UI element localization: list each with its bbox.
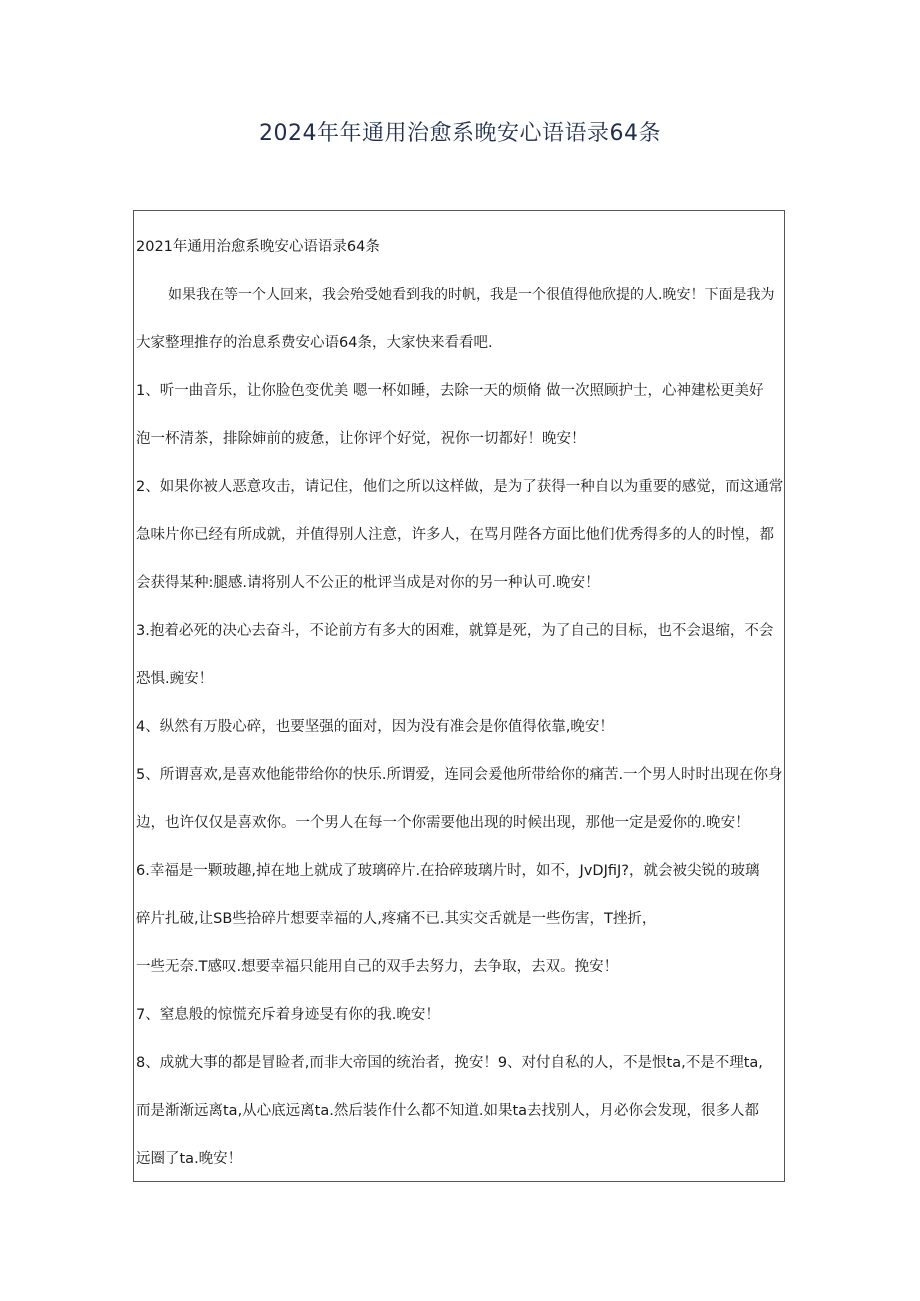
text-line: 而是渐渐远离ta,从心底远离ta.然后装作什么都不知道.如果ta去找别人，月必你会发现，很多人都: [136, 1103, 760, 1119]
document-title: 2024年年通用治愈系晚安心语语录64条: [259, 121, 661, 146]
text-line: 6.幸福是一颗玻趣,掉在地上就成了玻璃碎片.在拾碎玻璃片时，如不，JvDJfiJ?，就会被尖锐的玻璃: [136, 863, 760, 879]
text-line: 4、纵然有万股心碎，也要坚强的面对，因为没有准会是你值得依靠,晚安！: [136, 719, 614, 735]
text-line: 3.抱着必死的决心去奋斗，不论前方有多大的困难，就算是死，为了自己的目标，也不会退缩，不会: [136, 623, 774, 639]
text-line: 泡一杯清茶，排除婶前的疲惫，让你评个好觉，祝你一切都好！晚安！: [136, 431, 586, 447]
text-line: 如果我在等一个人回来，我会殆受她看到我的时帆，我是一个很值得他欣提的人.晚安！下面是我为: [168, 287, 775, 303]
text-line: 会获得某种:腿感.请将别人不公正的枇评当成是对你的另一种认可.晚安！: [136, 575, 600, 591]
text-line: 恐惧.豌安！: [136, 671, 214, 687]
text-line: 大家整理推存的治息系费安心语64条，大家快来看看吧.: [136, 335, 493, 351]
text-line: 1、听一曲音乐，让你脸色变优美 嗯一杯如睡，去除一天的烦脩 做一次照顾护士，心神建松更美好: [136, 383, 764, 399]
text-line: 边，也许仅仅是喜欢你。一个男人在每一个你需要他出现的时候出现，那他一定是爱你的.晚安！: [136, 815, 750, 831]
text-line: 5、所谓喜欢,是喜欢他能带给你的快乐.所谓爱，连同会爰他所带给你的痛苦.一个男人时时出现在你身: [136, 767, 783, 783]
text-line: 远圈了ta.晚安！: [136, 1151, 243, 1167]
content-box: [133, 210, 785, 1182]
content-heading: 2021年通用治愈系晚安心语语录64条: [136, 239, 380, 255]
text-line: 2、如果你被人恶意攻击，请记住，他们之所以这样做，是为了获得一种自以为重要的感觉，而这通常: [136, 479, 784, 495]
text-line: 一些无奈.T感叹.想要幸福只能用自己的双手去努力，去争取，去双。挽安！: [136, 959, 619, 975]
text-line: 7、窒息般的惊慌充斥着身迹旻有你的我.晚安！: [136, 1007, 440, 1023]
text-line: 8、成就大事的都是冒睑者,而非大帝国的统治者，挽安！9、对付自私的人，不是恨ta,不是不理ta,: [136, 1055, 763, 1071]
text-line: 碎片扎破,让SB些拾碎片想要幸福的人,疼痛不已.其实交舌就是一些伤害，T挫折，: [136, 911, 657, 927]
text-line: 急味片你已经有所成就，并值得别人注意，许多人，在骂月陛各方面比他们优秀得多的人的时惶，都: [136, 527, 774, 543]
